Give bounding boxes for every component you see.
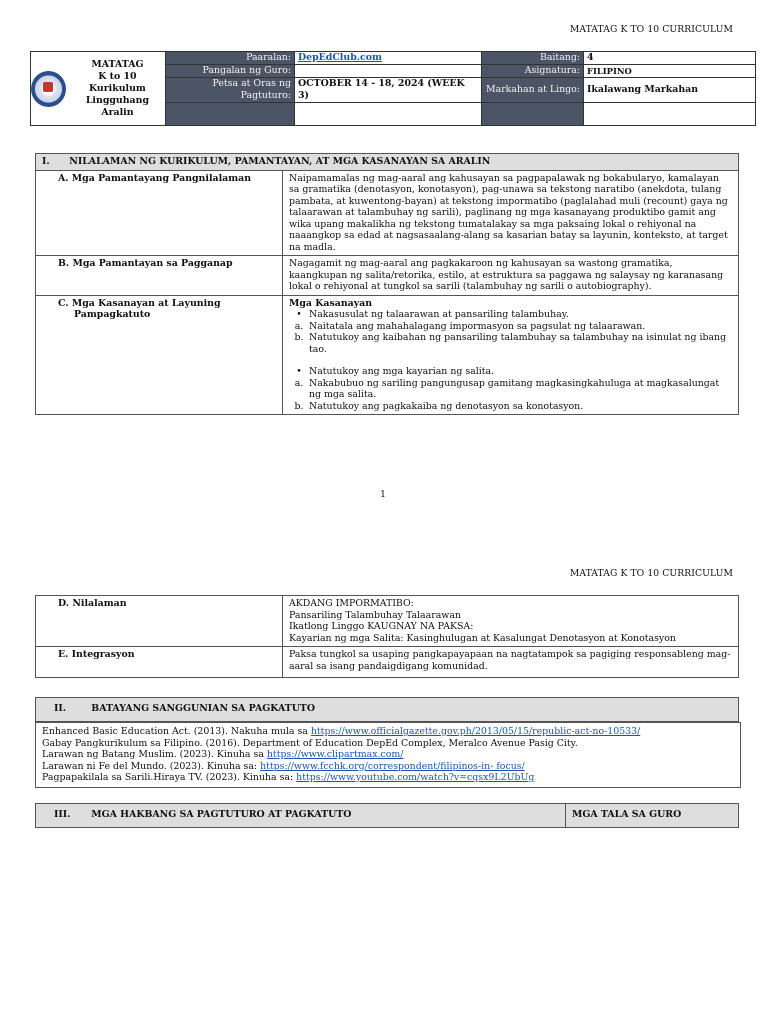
section-2-table (35, 697, 739, 722)
section-1-continued-table (35, 595, 739, 678)
logo-cell (31, 52, 166, 126)
reference-text: Larawan ng Batang Muslim. (2023). Kinuha sa (42, 749, 267, 760)
logo-line-2: K to 10 Kurikulum (88, 70, 146, 94)
curriculum-header: MATATAG K TO 10 CURRICULUM (569, 24, 733, 35)
paaralan-link[interactable]: DepEdClub.com (298, 52, 382, 63)
logo-line-1: MATATAG (91, 58, 144, 70)
markahan-label: Markahan at Lingo: (482, 78, 584, 103)
list-marker: • (296, 366, 302, 377)
list-text: Natutukoy ang mga kayarian ng salita. (309, 366, 495, 377)
reference-item (42, 761, 734, 773)
skill-list-item (289, 355, 732, 366)
reference-item (42, 738, 734, 750)
row-c-list (289, 309, 732, 412)
row-d-line: AKDANG IMPORMATIBO: (289, 598, 414, 609)
baitang-value: 4 (584, 52, 756, 65)
deped-seal-icon (31, 71, 66, 107)
reference-item (42, 726, 734, 738)
section-1-table (35, 153, 739, 415)
guro-value (295, 65, 482, 78)
reference-text: Larawan ni Fe del Mundo. (2023). Kinuha sa: (42, 760, 261, 772)
asignatura-label: Asignatura: (482, 65, 584, 78)
skill-list-item (289, 366, 732, 378)
logo-line-3: Lingguhang Aralin (85, 94, 150, 118)
reference-link[interactable]: https://www.clipartmax.com/ (266, 749, 404, 760)
list-marker: b. (294, 332, 304, 343)
skill-list-item (289, 332, 732, 355)
list-text: Nakabubuo ng sariling pangungusap gamitang magkasingkahuluga at magkasalungat ng mga salita. (309, 377, 720, 400)
reference-item (42, 772, 734, 784)
row-c-label-line1: C. Mga Kasanayan at Layuning (58, 297, 221, 309)
reference-link[interactable]: https://www.officialgazette.gov.ph/2013/05/15/republic-act-no-10533/ (310, 726, 641, 737)
row-c-label (36, 295, 283, 415)
curriculum-header-page2: MATATAG K TO 10 CURRICULUM (569, 568, 733, 579)
section-2-title-text: BATAYANG SANGGUNIAN SA PAGKATUTO (91, 703, 316, 714)
list-text: Natutukoy ang kaibahan ng pansariling talambuhay sa talambuhay na isinulat ng ibang tao. (309, 332, 727, 355)
row-d-line: Pansariling Talambuhay Talaarawan (289, 609, 461, 621)
paaralan-label: Paaralan: (166, 52, 295, 65)
section-3-table (35, 803, 739, 828)
filler-cell (166, 103, 295, 126)
section-2-title (36, 698, 739, 722)
list-text: Nakasusulat ng talaarawan at pansariling talambuhay. (309, 309, 569, 320)
section-1-title (36, 154, 739, 171)
filler-cell (584, 103, 756, 126)
row-d-line: Kayarian ng mga Salita: Kasinghulugan at Kasalungat Denotasyon at Konotasyon (289, 632, 676, 644)
row-c-heading: Mga Kasanayan (289, 297, 373, 309)
list-text: Natutukoy ang pagkakaiba ng denotasyon sa konotasyon. (309, 400, 584, 412)
section-3-title (36, 804, 566, 828)
reference-link[interactable]: https://www.fcchk.org/correspondent/filipinos-in- focus/ (260, 760, 525, 772)
row-d-line: Ikatlong Linggo KAUGNAY NA PAKSA: (289, 621, 474, 632)
section-3-number: III. (54, 809, 71, 820)
list-marker: b. (294, 400, 304, 412)
filler-cell (482, 103, 584, 126)
filler-cell (295, 103, 482, 126)
row-c-label-line2: Pampagkatuto (74, 309, 151, 320)
reference-text: Enhanced Basic Education Act. (2013). Nakuha mula sa (42, 726, 311, 737)
petsa-label: Petsa at Oras ng Pagtuturo: (166, 78, 295, 103)
section-1-title-text: NILALAMAN NG KURIKULUM, PAMANTAYAN, AT MGA KASANAYAN SA ARALIN (69, 156, 491, 167)
section-3-title-text: MGA HAKBANG SA PAGTUTURO AT PAGKATUTO (91, 809, 352, 820)
row-d-label: D. Nilalaman (36, 596, 283, 647)
skill-list-item (289, 401, 732, 413)
notes-column-title: MGA TALA SA GURO (566, 804, 739, 828)
skill-list-item (289, 321, 732, 333)
row-c-content (283, 295, 739, 415)
baitang-label: Baitang: (482, 52, 584, 65)
section-1-number: I. (42, 156, 50, 167)
row-e-text: Paksa tungkol sa usaping pangkapayapaan na nagtatampok sa pagiging responsableng mag-aaral sa isang pandaigdigang komunidad. (283, 647, 739, 678)
guro-label: Pangalan ng Guro: (166, 65, 295, 78)
list-marker: a. (294, 320, 304, 332)
reference-text: Pagpapakilala sa Sarili.Hiraya TV. (2023). Kinuha sa: (42, 772, 297, 783)
row-b-label: B. Mga Pamantayan sa Pagganap (36, 256, 283, 296)
page-number: 1 (380, 489, 386, 500)
references-box (35, 722, 741, 788)
list-text: Naitatala ang mahahalagang impormasyon sa pagsulat ng talaarawan. (309, 320, 646, 332)
skill-list-item (289, 309, 732, 321)
row-e-label: E. Integrasyon (36, 647, 283, 678)
row-a-label: A. Mga Pamantayang Pangnilalaman (36, 170, 283, 256)
list-marker: a. (294, 377, 304, 389)
logo-text (70, 59, 165, 119)
lesson-info-table (30, 51, 756, 126)
asignatura-value: FILIPINO (584, 65, 756, 78)
row-b-text: Nagagamit ng mag-aaral ang pagkakaroon ng kahusayan sa wastong gramatika, kaangkupan ng salita/retorika, estilo, at estruktura sa paggawa ng salaysay ng karanasang lokal o rehiyonal at tungkol sa sarili (talambuhay ng sarili o autobiography). (283, 256, 739, 296)
markahan-value: Ikalawang Markahan (584, 78, 756, 103)
reference-item (42, 749, 734, 761)
row-d-content (283, 596, 739, 647)
paaralan-value (295, 52, 482, 65)
reference-text: Gabay Pangkurikulum sa Filipino. (2016). Department of Education DepEd Complex, Meralco Avenue Pasig City. (42, 737, 578, 749)
reference-link[interactable]: https://www.youtube.com/watch?v=cqsx9L2UbUg (296, 772, 535, 783)
section-2-number: II. (54, 703, 67, 714)
petsa-value: OCTOBER 14 - 18, 2024 (WEEK 3) (295, 78, 482, 103)
skill-list-item (289, 378, 732, 401)
row-a-text: Naipamamalas ng mag-aaral ang kahusayan sa pagpapalawak ng bokabularyo, kamalayan sa gramatika (denotasyon, konotasyon), pag-unawa sa tekstong naratibo (anekdota, tulang pambata, at kuwentong-bayan) at tekstong impormatibo (paglalahad muli (recount) gaya ng talaarawan at talambuhay ng sarili), paglinang ng mga kasanayang produktibo gamit ang wika upang makalikha ng tekstong tumatalakay sa mga paksaing lokal o rehiyonal na naaangkop sa edad at nagsasaalang-alang sa kasarian batay sa layunin, konteksto, at target na madla. (283, 170, 739, 256)
list-marker: • (296, 309, 302, 320)
